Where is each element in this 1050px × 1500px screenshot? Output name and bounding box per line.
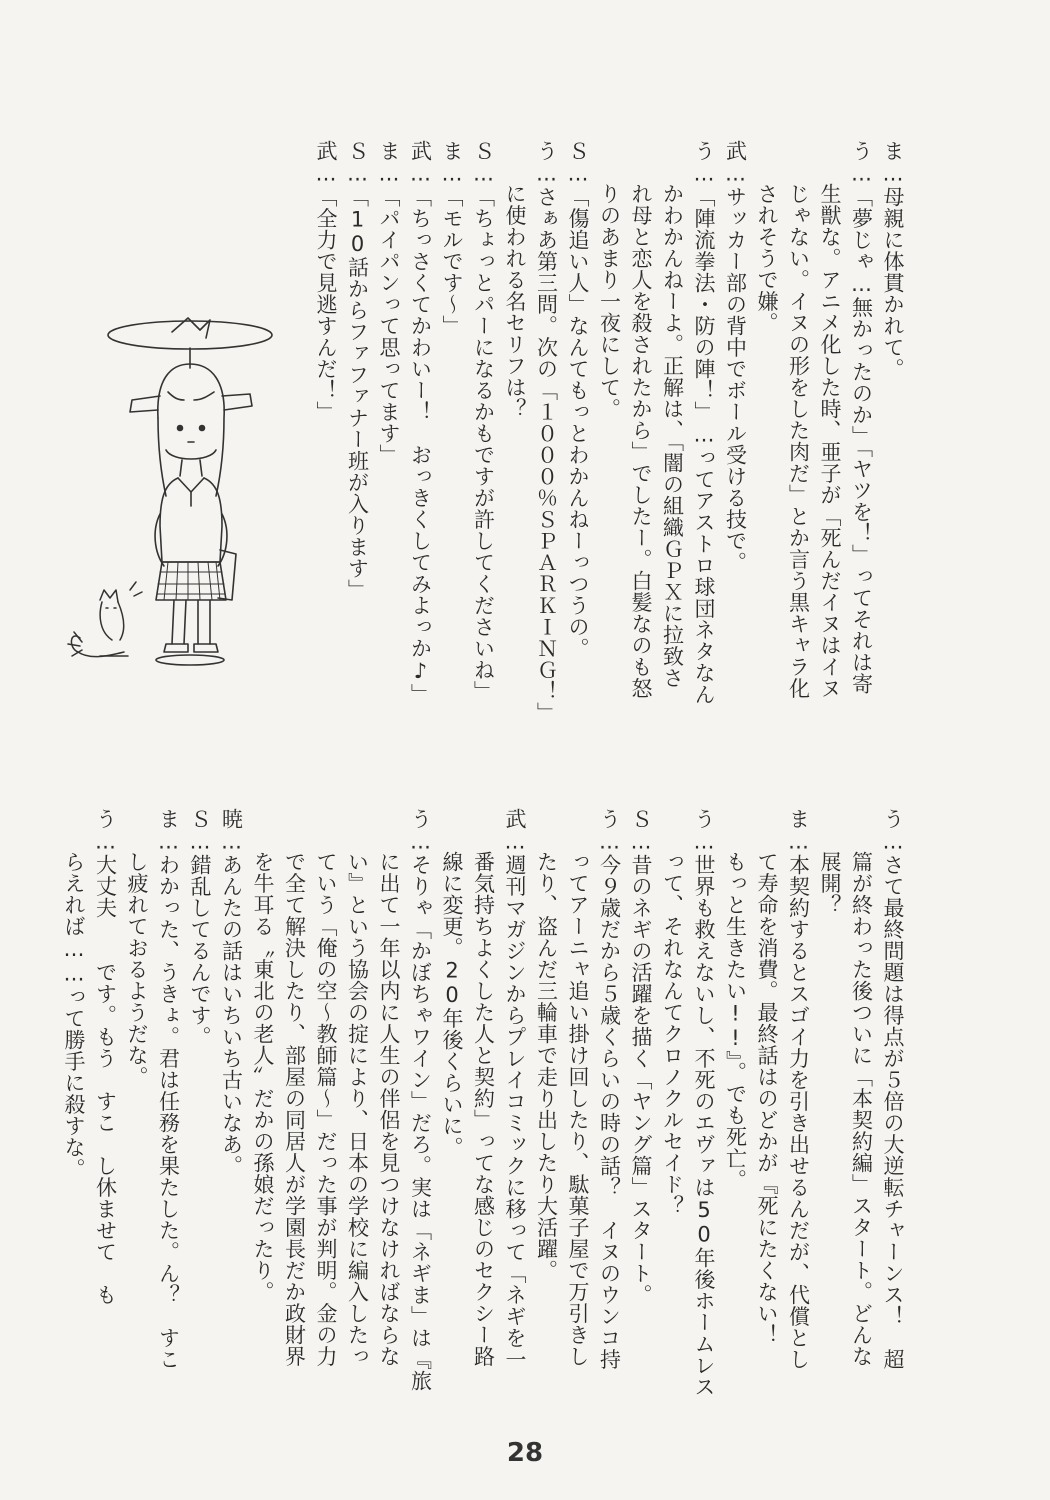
dialogue-line: 暁…あんたの話はいちいち古いなあ。 [219, 808, 244, 1177]
dialogue-line: 武…「ちっさくてかわいー！ おっきくしてみよっか♪」 [408, 140, 433, 705]
dialogue-line: 武…「全力で見逃すんだ！」 [314, 140, 338, 423]
dialogue-line: う…さぁあ第三問。次の「１０００％ＳＰＡＲＫＩＮＧ！」 [534, 140, 559, 724]
dialogue-line: ってアーニャ追い掛け回したり、駄菓子屋で万引きし [566, 808, 590, 1367]
dialogue-line: い』という協会の掟により、日本の学校に編入したっ [345, 808, 370, 1367]
dialogue-line: もっと生きたい!!』。でも死亡。 [723, 808, 748, 1191]
dialogue-line: に使われる名セリフは？ [503, 140, 527, 420]
dialogue-line: Ｓ…錯乱してるんです。 [188, 808, 212, 1048]
dialogue-line: ま…本契約するとスゴイ力を引き出せるんだが、代償とし [786, 808, 811, 1370]
dialogue-line: されそうで嫌。 [755, 140, 779, 334]
dialogue-line: ま…わかった、うきょ。君は任務を果たした。ん？ すこ [156, 808, 181, 1370]
top-dialogue-block [310, 140, 909, 724]
dialogue-line: れ母と恋人を殺されたから」でしたー。白髪なのも怒 [629, 140, 653, 699]
dialogue-line: って、それなんてクロノクルセイド？ [660, 808, 685, 1217]
dialogue-line: て寿命を消費。最終話はのどかが『死にたくない！ [755, 808, 779, 1346]
dialogue-line: Ｓ…「ちょっとパーになるかもですが許してくださいね」 [471, 140, 496, 702]
dialogue-line: 展開？ [818, 808, 842, 916]
dialogue-line: で全て解決したり、部屋の同居人が学園長だか政財界 [282, 808, 307, 1367]
dialogue-line: じゃない。イヌの形をした肉だ」とか言う黒キャラ化 [786, 140, 811, 699]
dialogue-line: 生獣な。アニメ化した時、亜子が「死んだイヌはイヌ [818, 140, 842, 699]
dialogue-line: 番気持ちよくした人と契約」ってな感じのセクシー路 [471, 808, 496, 1367]
cat-illustration [68, 582, 142, 657]
dialogue-line: ま…「モルです～」 [440, 140, 464, 337]
dialogue-line: Ｓ…昔のネギの活躍を描く「ヤング篇」スタート。 [629, 808, 653, 1306]
dialogue-line: う…そりゃ「かぼちゃワイン」だろ。実は「ネギま」は『旅 [408, 808, 433, 1392]
dialogue-line: らえれば……って勝手に殺すな。 [62, 808, 86, 1180]
dialogue-line: 武…サッカー部の背中でボール受ける技で。 [723, 140, 748, 573]
dialogue-line: う…世界も救えないし、不死のエヴァは50年後ホームレス [692, 808, 716, 1398]
dialogue-line: し疲れておるようだな。 [125, 808, 149, 1088]
dialogue-line: Ｓ…「傷追い人」なんてもっとわかんねーっつうの。 [566, 140, 590, 659]
left-eye [178, 426, 183, 431]
propeller-disc [108, 321, 272, 349]
page-number: 28 [506, 1438, 544, 1468]
dialogue-line: たり、盗んだ三輪車で走り出したり大活躍。 [534, 808, 559, 1281]
dialogue-line: 篇が終わった後ついに「本契約編」スタート。どんな [849, 808, 874, 1367]
dialogue-line: かわかんねーよ。正解は、「闇の組織ＧＰＸに拉致さ [660, 140, 685, 689]
dialogue-line: ていう「俺の空～教師篇～」だった事が判明。金の力 [314, 808, 338, 1367]
dialogue-line: Ｓ…「10話からファファナー班が入ります」 [345, 140, 370, 601]
hair-outline [158, 364, 224, 496]
dialogue-line: ま…「パイパンって思ってます」 [377, 140, 401, 466]
dialogue-line: りのあまり一夜にして。 [597, 140, 622, 420]
jacket [160, 478, 222, 562]
right-eye [200, 426, 205, 431]
bottom-dialogue-block [58, 808, 909, 1398]
dialogue-line: う…さて最終問題は得点が５倍の大逆転チャーンス！ 超 [881, 808, 905, 1370]
dialogue-line: を牛耳る〝東北の老人〟だかの孫娘だったり。 [251, 808, 275, 1303]
dialogue-line: に出て一年以内に人生の伴侶を見つけなければならな [377, 808, 401, 1367]
dialogue-line: 線に変更。20年後くらいに。 [440, 808, 464, 1158]
girl-with-propeller-illustration [60, 300, 290, 680]
dialogue-line: う…大丈夫 です。もう すこ し休ませて も [93, 808, 118, 1306]
dialogue-line: 武…週刊マガジンからプレイコミックに移って「ネギを一 [503, 808, 527, 1370]
dialogue-line: う…「夢じゃ…無かったのか」「ヤツを！」ってそれは寄 [849, 140, 874, 695]
dialogue-line: う…「陣流拳法・防の陣！」…ってアストロ球団ネタなん [692, 140, 716, 705]
dialogue-line: う…今９歳だから５歳くらいの時の話？ イヌのウンコ持 [597, 808, 622, 1370]
dialogue-line: ま…母親に体貫かれて。 [881, 140, 905, 380]
